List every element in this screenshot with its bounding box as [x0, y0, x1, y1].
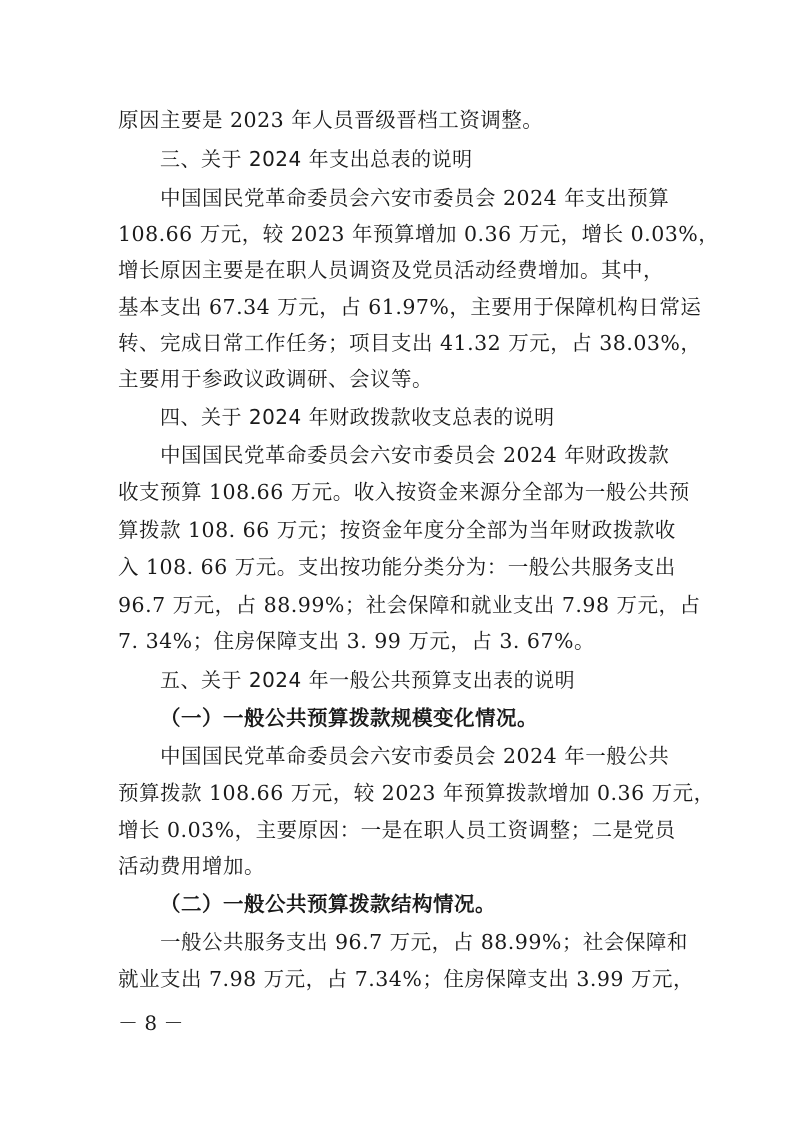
body-text-line: 算拨款 108. 66 万元；按资金年度分全部为当年财政拨款收: [118, 518, 676, 542]
body-text-line: 活动费用增加。: [118, 854, 265, 878]
subsection-heading-1: （一）一般公共预算拨款规模变化情况。: [160, 706, 538, 730]
page-number: － 8 －: [118, 1011, 184, 1035]
body-text-line: 中国国民党革命委员会六安市委员会 2024 年支出预算: [160, 186, 670, 210]
section-heading-4: 四、关于 2024 年财政拨款收支总表的说明: [160, 405, 555, 429]
body-text-line: 收支预算 108.66 万元。收入按资金来源分全部为一般公共预: [118, 480, 690, 504]
body-text-line: 一般公共服务支出 96.7 万元，占 88.99%；社会保障和: [160, 930, 688, 954]
body-text-line: 入 108. 66 万元。支出按功能分类分为：一般公共服务支出: [118, 555, 676, 579]
body-text-line: 主要用于参政议政调研、会议等。: [118, 367, 433, 391]
body-text-line: 中国国民党革命委员会六安市委员会 2024 年一般公共: [160, 744, 670, 768]
body-text-line: 预算拨款 108.66 万元，较 2023 年预算拨款增加 0.36 万元，: [118, 781, 715, 805]
body-text-line: 增长 0.03%，主要原因：一是在职人员工资调整；二是党员: [118, 818, 676, 842]
body-text-line: 96.7 万元，占 88.99%；社会保障和就业支出 7.98 万元，占: [118, 593, 701, 617]
body-text-line: 基本支出 67.34 万元，占 61.97%，主要用于保障机构日常运: [118, 295, 702, 319]
section-heading-3: 三、关于 2024 年支出总表的说明: [160, 147, 473, 171]
body-text-line: 中国国民党革命委员会六安市委员会 2024 年财政拨款: [160, 443, 670, 467]
body-text-line: 原因主要是 2023 年人员晋级晋档工资调整。: [118, 108, 544, 132]
section-heading-5: 五、关于 2024 年一般公共预算支出表的说明: [160, 668, 576, 692]
body-text-line: 108.66 万元，较 2023 年预算增加 0.36 万元，增长 0.03%，: [118, 222, 720, 246]
body-text-line: 就业支出 7.98 万元，占 7.34%；住房保障支出 3.99 万元，: [118, 967, 694, 991]
body-text-line: 增长原因主要是在职人员调资及党员活动经费增加。其中，: [118, 258, 664, 282]
body-text-line: 7. 34%；住房保障支出 3. 99 万元，占 3. 67%。: [118, 629, 595, 653]
body-text-line: 转、完成日常工作任务；项目支出 41.32 万元，占 38.03%，: [118, 331, 702, 355]
subsection-heading-2: （二）一般公共预算拨款结构情况。: [160, 892, 496, 916]
